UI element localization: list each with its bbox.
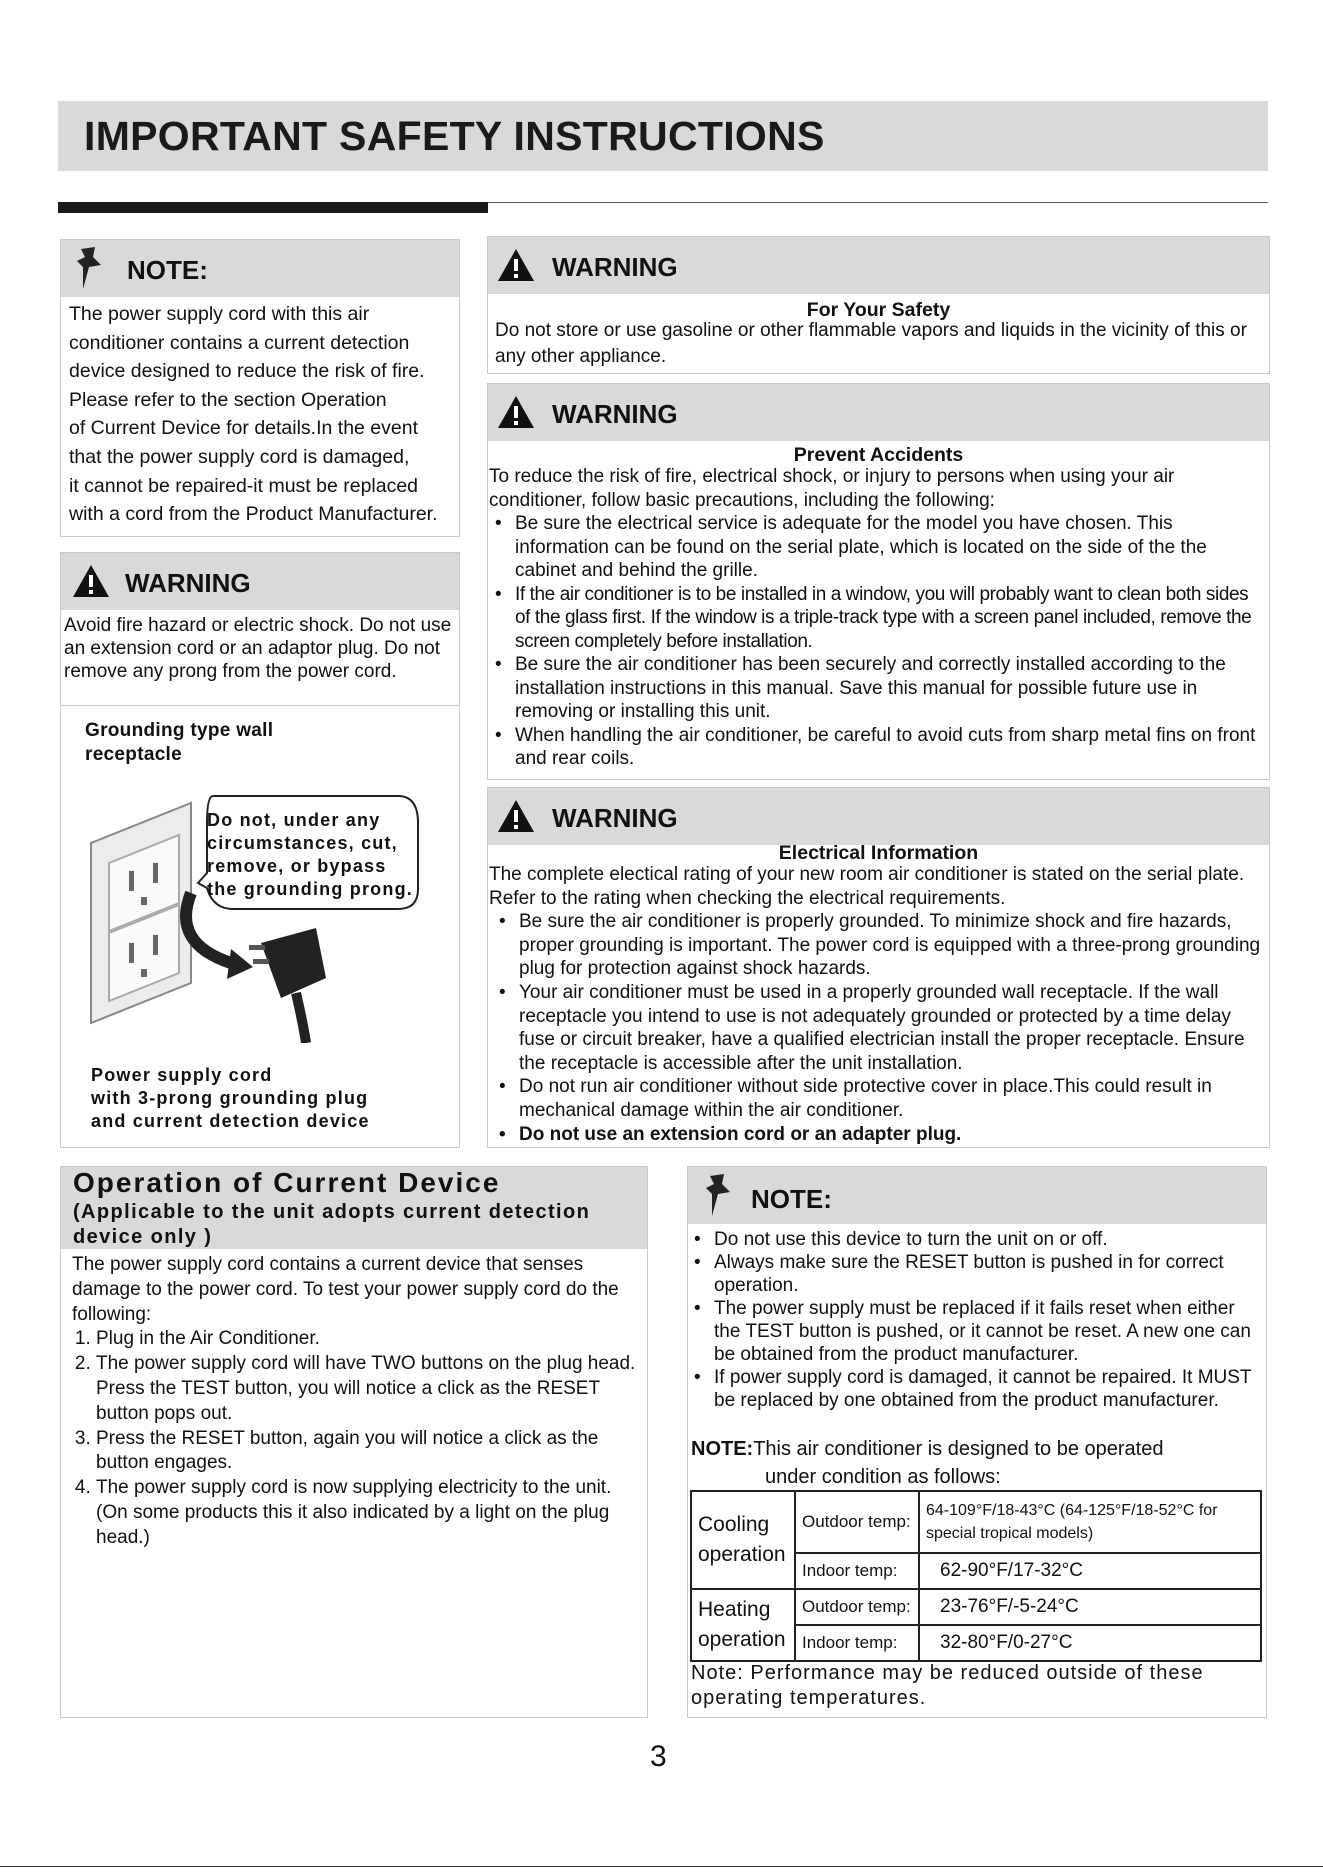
note-line: device designed to reduce the risk of fire. [69,360,425,383]
callout-text [207,809,413,901]
receptacle-label [85,719,273,767]
plug-label-line: with 3-prong grounding plug [91,1088,369,1108]
note-right-header [688,1167,1266,1224]
outdoor-label: Outdoor temp: [795,1491,919,1553]
callout-line: circumstances, cut, [207,833,398,853]
note-right-heading: NOTE: [751,1184,832,1214]
warning-electrical-box [487,787,1270,1148]
heating-outdoor-value: 23-76°F/-5-24°C [919,1589,1261,1625]
bullet-item: • If power supply cord is damaged, it cannot be repaired. It MUST be replaced by one obtained from the product manufacturer. [714,1366,1262,1412]
page-number: 3 [650,1740,667,1773]
note-line: that the power supply cord is damaged, [69,445,410,468]
warning-icon [496,798,536,834]
note-box [60,239,460,537]
warning-left-text: Avoid fire hazard or electric shock. Do not use an extension cord or an adaptor plug. Do not remove any prong from the power cord. [64,615,452,682]
warning-accidents-heading: WARNING [552,399,678,429]
operation-heading: Operation of Current Device [73,1167,501,1198]
plug-label-line: and current detection device [91,1111,370,1131]
bullet-item: • When handling the air conditioner, be careful to avoid cuts from sharp metal fins on front and rear coils. [515,724,1265,771]
warning-safety-subheading: For Your Safety [806,299,951,321]
callout-line: remove, or bypass [207,856,387,876]
note-text: This air conditioner is designed to be operated [753,1438,1164,1460]
cooling-indoor-value: 62-90°F/17-32°C [919,1553,1261,1589]
bullet-item: • Always make sure the RESET button is pushed in for correct operation. [714,1251,1262,1297]
warning-accidents-subheading: Prevent Accidents [793,444,964,466]
warning-accidents-box [487,383,1270,780]
warning-accidents-header [488,384,1269,441]
warning-icon [496,247,536,283]
warning-left-header [61,553,459,610]
warning-safety-box [487,236,1270,374]
indoor-label: Indoor temp: [795,1625,919,1661]
indoor-label: Indoor temp: [795,1553,919,1589]
title-bar [58,101,1268,171]
note-line: with a cord from the Product Manufacturer. [69,503,438,526]
operation-body [72,1253,642,1551]
note-box-text [69,300,459,529]
plug-label [91,1064,370,1133]
warning-left-box [60,552,460,1148]
note-right-box [687,1166,1267,1718]
outdoor-label: Outdoor temp: [795,1589,919,1625]
warning-safety-header [488,237,1269,294]
warning-left-heading: WARNING [125,568,251,598]
receptacle-label-line: receptacle [85,744,183,765]
warning-icon [71,563,111,599]
section-rule-thick [58,202,488,213]
operation-step: 2. The power supply cord will have TWO buttons on the plug head. Press the TEST button, you will notice a click as the RESET button pops out. [96,1352,642,1426]
warning-accidents-intro: To reduce the risk of fire, electrical shock, or injury to persons when using your air conditioner, follow basic precautions, including the following: [489,466,1175,511]
note-line: of Current Device for details.In the event [69,417,419,440]
divider [61,705,459,706]
section-rule-thin [488,202,1268,203]
warning-safety-text: Do not store or use gasoline or other flammable vapors and liquids in the vicinity of this or any other appliance. [495,320,1247,367]
note-line: The power supply cord with this air [69,303,370,325]
warning-electrical-header [488,788,1269,845]
note-line: it cannot be repaired-it must be replaced [69,474,419,497]
plug-label-line: Power supply cord [91,1065,273,1085]
pushpin-icon [704,1172,740,1218]
note-conditions [691,1435,1163,1491]
note-box-header [61,240,459,297]
bullet-item: • If the air conditioner is to be installed in a window, you will probably want to clean both sides of the glass first. If the window is a triple-track type with a screen panel included, remove the screen completely before installation. [515,583,1265,654]
warning-electrical-heading: WARNING [552,803,678,833]
bullet-item: • Be sure the electrical service is adequate for the model you have chosen. This information can be found on the serial plate, which is located on the side of the the cabinet and behind the grille. [515,512,1265,583]
operation-subheading: (Applicable to the unit adopts current detection device only ) [73,1201,591,1248]
callout-line: the grounding prong. [207,879,413,899]
warning-electrical-subheading: Electrical Information [778,842,979,864]
page-title: IMPORTANT SAFETY INSTRUCTIONS [84,113,825,159]
pushpin-icon [75,245,111,291]
warning-electrical-intro: The complete electical rating of your new room air conditioner is stated on the serial plate. Refer to the rating when checking the electrical requirements. [489,864,1245,909]
bullet-item-bold: • Do not use an extension cord or an adapter plug. [519,1123,1265,1147]
bullet-item: • Your air conditioner must be used in a properly grounded wall receptacle. If the wall receptacle you intend to use is not adequately grounded or protected by a time delay fuse or circuit breaker, have a qualified electrician install the proper receptacle. Ensure the receptacle is accessible after the unit installation. [519,981,1265,1075]
bullet-item: • Do not run air conditioner without side protective cover in place.This could result in mechanical damage within the air conditioner. [519,1075,1265,1122]
note-line: Please refer to the section Operation [69,388,387,411]
note-right-body [692,1228,1262,1412]
bullet-item: • Be sure the air conditioner has been securely and correctly installed according to the installation instructions in this manual. Save this manual for possible future use in removing or installing this unit. [515,653,1265,724]
operation-step: 1. Plug in the Air Conditioner. [96,1327,642,1352]
operation-step: 3. Press the RESET button, again you will notice a click as the button engages. [96,1427,642,1477]
receptacle-label-line: Grounding type wall [85,720,274,741]
bullet-item: • The power supply must be replaced if it fails reset when either the TEST button is pushed, or it cannot be reset. A new one can be obtained from the product manufacturer. [714,1297,1262,1366]
operation-box [60,1166,648,1718]
cooling-outdoor-value: 64-109°F/18-43°C (64-125°F/18-52°C for special tropical models) [919,1491,1261,1553]
operation-intro: The power supply cord contains a current device that senses damage to the power cord. To test your power supply cord do the following: [72,1254,619,1325]
warning-icon [496,394,536,430]
operation-header [61,1167,647,1249]
operation-step: 4. The power supply cord is now supplying electricity to the unit. (On some products this it also indicated by a light on the plug head.) [96,1476,642,1550]
note-box-heading: NOTE: [127,255,208,285]
bottom-rule [0,1866,1323,1867]
warning-electrical-body [489,863,1265,1146]
cooling-label: Cooling operation [691,1491,795,1589]
warning-safety-heading: WARNING [552,252,678,282]
bullet-item: • Be sure the air conditioner is properly grounded. To minimize shock and fire hazards, proper grounding is important. The power cord is equipped with a three-prong grounding plug for protection against shock hazards. [519,910,1265,981]
heating-indoor-value: 32-80°F/0-27°C [919,1625,1261,1661]
note-text2: under condition as follows: [765,1466,1001,1488]
note-line: conditioner contains a current detection [69,331,410,354]
note-footer: Note: Performance may be reduced outside of these operating temperatures. [691,1662,1204,1709]
bullet-item: • Do not use this device to turn the unit on or off. [714,1228,1262,1251]
callout-line: Do not, under any [207,810,381,830]
note-label: NOTE: [691,1438,754,1460]
heating-label: Heating operation [691,1589,795,1661]
temperature-table [690,1490,1262,1662]
warning-accidents-body [489,465,1265,771]
